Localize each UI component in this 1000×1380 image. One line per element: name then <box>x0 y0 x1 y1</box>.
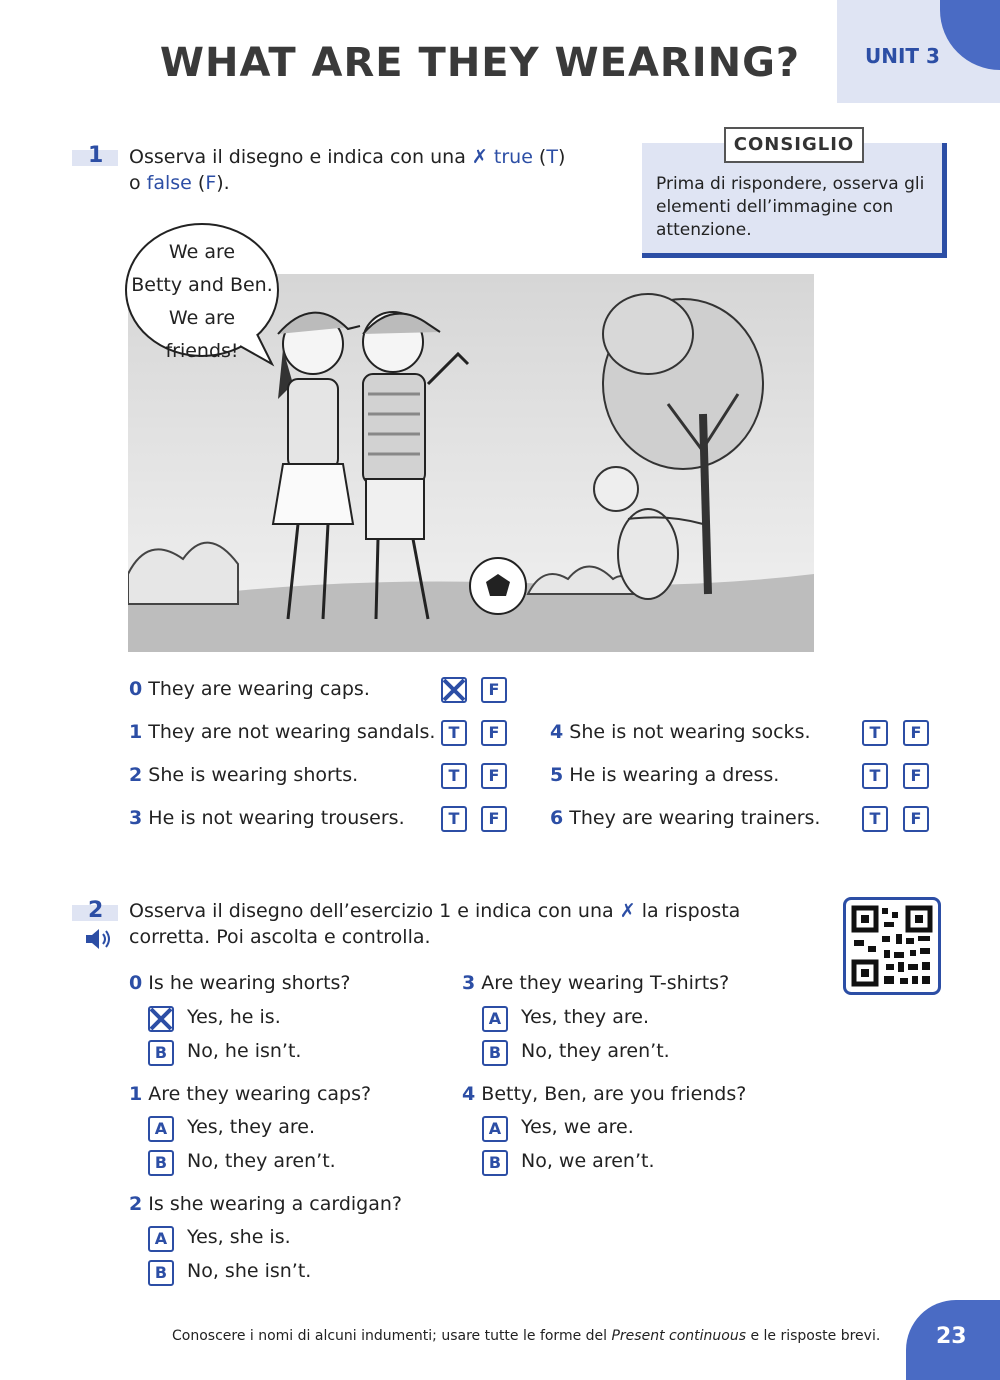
statement-text: She is wearing shorts. <box>148 764 359 786</box>
statement-4 <box>550 721 811 743</box>
exercise-1-instruction: Osserva il disegno e indica con una ✗ true (T) o false (F). <box>129 146 566 194</box>
true-word: true <box>493 146 533 168</box>
question-4 <box>462 1083 746 1105</box>
option-a-2[interactable]: A <box>148 1226 174 1252</box>
statement-number: 4 <box>550 721 564 743</box>
page-number: 23 <box>936 1324 967 1349</box>
false-letter: F <box>205 172 217 194</box>
true-checkbox-1[interactable]: T <box>441 720 467 746</box>
option-a-0[interactable] <box>148 1006 174 1032</box>
statement-0 <box>129 678 370 700</box>
question-1 <box>129 1083 371 1105</box>
qr-code[interactable] <box>843 897 941 995</box>
footer-italic-text: Present continuous <box>611 1328 747 1344</box>
answer-text: No, we aren’t. <box>521 1150 655 1172</box>
unit-label: UNIT 3 <box>865 44 940 68</box>
x-mark-icon <box>441 677 467 703</box>
instruction-text: Osserva il disegno dell’esercizio 1 e indica con una <box>129 900 614 922</box>
statement-text: They are wearing trainers. <box>569 807 821 829</box>
footer-objectives <box>172 1328 880 1344</box>
option-b-3[interactable]: B <box>482 1040 508 1066</box>
true-checkbox-3[interactable]: T <box>441 806 467 832</box>
bubble-line: We are <box>168 241 236 263</box>
exercise-2-instruction <box>129 898 829 950</box>
statement-text: She is not wearing socks. <box>569 721 811 743</box>
or-word: o <box>129 172 141 194</box>
x-mark-icon <box>148 1006 174 1032</box>
footer-text: Conoscere i nomi di alcuni indumenti; usare tutte le forme del <box>172 1328 612 1344</box>
page-title: WHAT ARE THEY WEARING? <box>159 40 801 86</box>
statement-number: 0 <box>129 678 143 700</box>
answer-text: No, she isn’t. <box>187 1260 312 1282</box>
question-text: Is he wearing shorts? <box>148 972 351 994</box>
false-checkbox-3[interactable]: F <box>481 806 507 832</box>
statement-1 <box>129 721 435 743</box>
false-checkbox-1[interactable]: F <box>481 720 507 746</box>
statement-number: 6 <box>550 807 564 829</box>
option-b-4[interactable]: B <box>482 1150 508 1176</box>
false-checkbox-4[interactable]: F <box>903 720 929 746</box>
true-checkbox-5[interactable]: T <box>862 763 888 789</box>
question-text: Are they wearing T-shirts? <box>481 972 730 994</box>
statement-number: 1 <box>129 721 143 743</box>
speech-bubble-text <box>126 236 278 368</box>
question-number: 4 <box>462 1083 476 1105</box>
option-a-3[interactable]: A <box>482 1006 508 1032</box>
exercise-1-number: 1 <box>88 143 104 168</box>
bubble-line: We are <box>168 307 236 329</box>
page-number-tab <box>906 1300 1000 1380</box>
option-b-2[interactable]: B <box>148 1260 174 1286</box>
option-a-4[interactable]: A <box>482 1116 508 1142</box>
true-checkbox-4[interactable]: T <box>862 720 888 746</box>
answer-text: Yes, we are. <box>521 1116 634 1138</box>
true-letter: T <box>546 146 558 168</box>
statement-text: He is not wearing trousers. <box>148 807 405 829</box>
question-number: 2 <box>129 1193 143 1215</box>
exercise-2-number: 2 <box>88 898 104 923</box>
true-checkbox-2[interactable]: T <box>441 763 467 789</box>
instruction-text: la risposta <box>641 900 741 922</box>
statement-2 <box>129 764 358 786</box>
question-3 <box>462 972 729 994</box>
false-checkbox-6[interactable]: F <box>903 806 929 832</box>
true-checkbox-0[interactable] <box>441 677 467 703</box>
false-word: false <box>146 172 192 194</box>
question-0 <box>129 972 351 994</box>
false-checkbox-2[interactable]: F <box>481 763 507 789</box>
statement-text: They are wearing caps. <box>148 678 370 700</box>
tip-title: CONSIGLIO <box>724 127 864 163</box>
statement-number: 2 <box>129 764 143 786</box>
question-number: 0 <box>129 972 143 994</box>
unit-tab-corner <box>940 0 1000 70</box>
answer-text: No, they aren’t. <box>187 1150 336 1172</box>
true-checkbox-6[interactable]: T <box>862 806 888 832</box>
bubble-line: Betty and Ben. <box>131 274 273 296</box>
answer-text: Yes, he is. <box>187 1006 281 1028</box>
statement-number: 5 <box>550 764 564 786</box>
x-mark-icon: ✗ <box>619 900 636 922</box>
question-text: Are they wearing caps? <box>148 1083 372 1105</box>
false-checkbox-0[interactable]: F <box>481 677 507 703</box>
speech-bubble <box>122 222 278 372</box>
statement-number: 3 <box>129 807 143 829</box>
statement-6 <box>550 807 820 829</box>
statement-5 <box>550 764 779 786</box>
x-mark-icon: ✗ <box>471 146 488 168</box>
unit-tab <box>837 0 1000 103</box>
instruction-text: Osserva il disegno e indica con una <box>129 146 466 168</box>
answer-text: No, they aren’t. <box>521 1040 670 1062</box>
statement-text: They are not wearing sandals. <box>148 721 436 743</box>
instruction-text: corretta. Poi ascolta e controlla. <box>129 926 431 948</box>
answer-text: No, he isn’t. <box>187 1040 302 1062</box>
question-text: Is she wearing a cardigan? <box>148 1193 403 1215</box>
option-b-0[interactable]: B <box>148 1040 174 1066</box>
question-number: 3 <box>462 972 476 994</box>
question-text: Betty, Ben, are you friends? <box>481 1083 747 1105</box>
statement-text: He is wearing a dress. <box>569 764 780 786</box>
option-b-1[interactable]: B <box>148 1150 174 1176</box>
question-2 <box>129 1193 402 1215</box>
bubble-line: friends! <box>165 340 239 362</box>
answer-text: Yes, they are. <box>187 1116 315 1138</box>
option-a-1[interactable]: A <box>148 1116 174 1142</box>
tip-text: Prima di rispondere, osserva gli elementi dell’immagine con attenzione. <box>656 174 925 240</box>
false-checkbox-5[interactable]: F <box>903 763 929 789</box>
footer-text: e le risposte brevi. <box>746 1328 881 1344</box>
answer-text: Yes, she is. <box>187 1226 291 1248</box>
qr-code-icon <box>846 900 938 992</box>
speaker-icon[interactable] <box>84 927 112 951</box>
question-number: 1 <box>129 1083 143 1105</box>
statement-3 <box>129 807 405 829</box>
answer-text: Yes, they are. <box>521 1006 649 1028</box>
